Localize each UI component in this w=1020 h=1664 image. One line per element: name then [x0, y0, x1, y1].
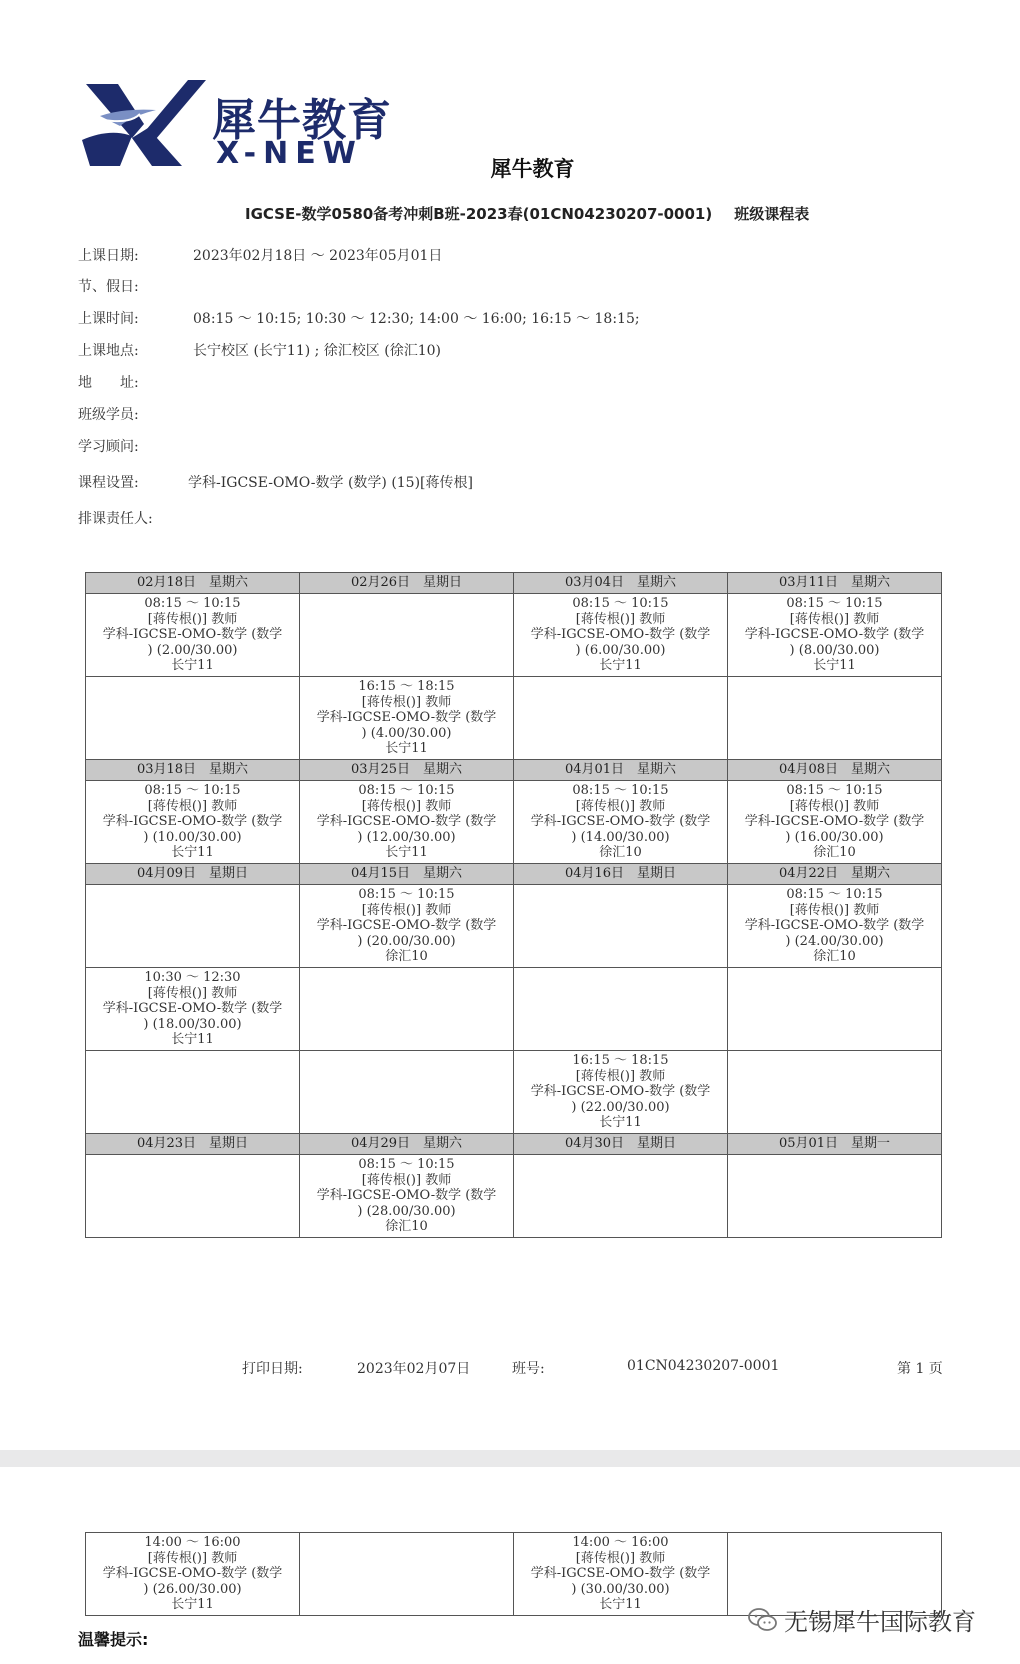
lesson-cell [86, 594, 300, 677]
date-header: 03月04日 星期六 [514, 573, 728, 594]
lesson-time: 10:30 ～ 12:30 [144, 970, 241, 986]
lesson-time: 08:15 ～ 10:15 [144, 596, 241, 612]
lesson-cell [514, 1051, 728, 1134]
lesson-time: 08:15 ～ 10:15 [358, 783, 455, 799]
lesson-progress: ) (24.00/30.00) [785, 933, 884, 949]
lesson-time: 14:00 ～ 16:00 [572, 1535, 669, 1551]
lesson-details [300, 783, 513, 861]
empty-cell [86, 677, 300, 760]
date-header-row [86, 864, 942, 885]
lesson-location: 徐汇10 [813, 949, 856, 965]
lesson-time: 14:00 ～ 16:00 [144, 1535, 241, 1551]
empty-cell [300, 594, 514, 677]
print-date-value: 2023年02月07日 [357, 1361, 471, 1377]
date-header: 04月29日 星期六 [300, 1134, 514, 1155]
lesson-row [86, 677, 942, 760]
lesson-time: 08:15 ～ 10:15 [144, 783, 241, 799]
logo-chinese-text: 犀牛教育 [212, 95, 392, 146]
lesson-course: 学科-IGCSE-OMO-数学 (数学 [744, 627, 925, 643]
lesson-details [514, 783, 727, 861]
lesson-cell [300, 1155, 514, 1238]
lesson-progress: ) (10.00/30.00) [143, 829, 242, 845]
lesson-location: 长宁11 [171, 1597, 214, 1613]
owner-label: 排课责任人: [78, 511, 153, 527]
lesson-progress: ) (28.00/30.00) [357, 1203, 456, 1219]
lesson-course: 学科-IGCSE-OMO-数学 (数学 [744, 814, 925, 830]
place-value: 长宁校区 (长宁11) ; 徐汇校区 (徐汇10) [193, 343, 441, 359]
schedule-table [85, 572, 942, 1238]
date-label: 上课日期: [78, 248, 139, 264]
lesson-time: 08:15 ～ 10:15 [358, 1157, 455, 1173]
lesson-cell [300, 885, 514, 968]
lesson-time: 16:15 ～ 18:15 [358, 679, 455, 695]
watermark [748, 1602, 976, 1637]
lesson-location: 长宁11 [385, 845, 428, 861]
date-header: 02月26日 星期日 [300, 573, 514, 594]
lesson-progress: ) (22.00/30.00) [571, 1099, 670, 1115]
empty-cell [514, 677, 728, 760]
lesson-location: 长宁11 [171, 1032, 214, 1048]
empty-cell [300, 1533, 514, 1616]
lesson-location: 长宁11 [813, 658, 856, 674]
lesson-course: 学科-IGCSE-OMO-数学 (数学 [744, 918, 925, 934]
empty-cell [514, 1155, 728, 1238]
lesson-details [514, 1053, 727, 1131]
lesson-teacher: [蒋传根()] 教师 [361, 1172, 452, 1188]
lesson-details [514, 596, 727, 674]
date-header: 04月01日 星期六 [514, 760, 728, 781]
address-label: 地 址: [78, 375, 139, 391]
lesson-course: 学科-IGCSE-OMO-数学 (数学 [530, 1566, 711, 1582]
date-header: 04月16日 星期日 [514, 864, 728, 885]
lesson-progress: ) (14.00/30.00) [571, 829, 670, 845]
empty-cell [728, 1051, 942, 1134]
lesson-time: 08:15 ～ 10:15 [572, 783, 669, 799]
date-value: 2023年02月18日 ～ 2023年05月01日 [193, 248, 443, 264]
lesson-row [86, 885, 942, 968]
lesson-teacher: [蒋传根()] 教师 [789, 611, 880, 627]
empty-cell [86, 1051, 300, 1134]
lesson-progress: ) (20.00/30.00) [357, 933, 456, 949]
empty-cell [728, 968, 942, 1051]
empty-cell [728, 1155, 942, 1238]
lesson-progress: ) (4.00/30.00) [361, 725, 452, 741]
empty-cell [86, 1155, 300, 1238]
empty-cell [728, 677, 942, 760]
lesson-cell [86, 968, 300, 1051]
lesson-details [728, 887, 941, 965]
lesson-progress: ) (12.00/30.00) [357, 829, 456, 845]
students-label: 班级学员: [78, 407, 139, 423]
date-header: 03月25日 星期六 [300, 760, 514, 781]
lesson-details [728, 596, 941, 674]
lesson-details [300, 679, 513, 757]
lesson-teacher: [蒋传根()] 教师 [147, 798, 238, 814]
lesson-details [728, 783, 941, 861]
lesson-location: 长宁11 [599, 1115, 642, 1131]
lesson-time: 08:15 ～ 10:15 [786, 783, 883, 799]
advisor-label: 学习顾问: [78, 439, 139, 455]
lesson-cell [300, 677, 514, 760]
lesson-location: 长宁11 [599, 658, 642, 674]
lesson-teacher: [蒋传根()] 教师 [361, 902, 452, 918]
time-value: 08:15 ～ 10:15; 10:30 ～ 12:30; 14:00 ～ 16:00; 16:15 ～ 18:15; [193, 311, 640, 327]
lesson-course: 学科-IGCSE-OMO-数学 (数学 [316, 710, 497, 726]
holiday-label: 节、假日: [78, 279, 139, 295]
date-header-row [86, 573, 942, 594]
lesson-row [86, 1051, 942, 1134]
class-name: IGCSE-数学0580备考冲刺B班-2023春(01CN04230207-0001) [245, 205, 713, 223]
date-header-row [86, 760, 942, 781]
wechat-icon [748, 1607, 778, 1633]
lesson-details [300, 1157, 513, 1235]
lesson-location: 徐汇10 [385, 949, 428, 965]
lesson-location: 长宁11 [171, 845, 214, 861]
lesson-location: 徐汇10 [385, 1219, 428, 1235]
lesson-time: 08:15 ～ 10:15 [786, 887, 883, 903]
lesson-location: 长宁11 [599, 1597, 642, 1613]
lesson-location: 长宁11 [385, 741, 428, 757]
lesson-row [86, 1155, 942, 1238]
lesson-course: 学科-IGCSE-OMO-数学 (数学 [102, 1566, 283, 1582]
schedule-table-body [86, 573, 942, 1238]
lesson-course: 学科-IGCSE-OMO-数学 (数学 [102, 1001, 283, 1017]
lesson-location: 徐汇10 [813, 845, 856, 861]
empty-cell [86, 885, 300, 968]
class-number-label: 班号: [512, 1361, 545, 1377]
schedule-title [245, 203, 809, 224]
class-number-value: 01CN04230207-0001 [627, 1358, 780, 1374]
lesson-details [86, 1535, 299, 1613]
lesson-row [86, 781, 942, 864]
lesson-details [86, 970, 299, 1048]
date-header-row [86, 1134, 942, 1155]
lesson-row [86, 968, 942, 1051]
lesson-cell [728, 594, 942, 677]
lesson-teacher: [蒋传根()] 教师 [789, 798, 880, 814]
date-header: 04月15日 星期六 [300, 864, 514, 885]
lesson-location: 长宁11 [171, 658, 214, 674]
lesson-details [86, 783, 299, 861]
lesson-location: 徐汇10 [599, 845, 642, 861]
date-header: 02月18日 星期六 [86, 573, 300, 594]
lesson-progress: ) (2.00/30.00) [147, 642, 238, 658]
lesson-cell [86, 781, 300, 864]
lesson-time: 16:15 ～ 18:15 [572, 1053, 669, 1069]
lesson-progress: ) (16.00/30.00) [785, 829, 884, 845]
date-header: 05月01日 星期一 [728, 1134, 942, 1155]
tips-label: 温馨提示: [78, 1630, 149, 1649]
lesson-teacher: [蒋传根()] 教师 [575, 1068, 666, 1084]
place-label: 上课地点: [78, 343, 139, 359]
lesson-course: 学科-IGCSE-OMO-数学 (数学 [316, 1188, 497, 1204]
organization-name: 犀牛教育 [490, 157, 575, 181]
date-header: 04月08日 星期六 [728, 760, 942, 781]
document-type: 班级课程表 [734, 205, 810, 223]
lesson-time: 08:15 ～ 10:15 [786, 596, 883, 612]
print-date-label: 打印日期: [242, 1361, 303, 1377]
date-header: 04月30日 星期日 [514, 1134, 728, 1155]
date-header: 04月22日 星期六 [728, 864, 942, 885]
lesson-cell [728, 781, 942, 864]
course-label: 课程设置: [78, 475, 139, 491]
lesson-teacher: [蒋传根()] 教师 [789, 902, 880, 918]
watermark-text: 无锡犀牛国际教育 [784, 1608, 976, 1636]
empty-cell [300, 1051, 514, 1134]
course-value: 学科-IGCSE-OMO-数学 (数学) (15)[蒋传根] [188, 475, 473, 491]
lesson-cell [514, 1533, 728, 1616]
lesson-cell [728, 885, 942, 968]
lesson-course: 学科-IGCSE-OMO-数学 (数学 [102, 627, 283, 643]
lesson-details [514, 1535, 727, 1613]
page-number: 第 1 页 [897, 1361, 943, 1377]
lesson-course: 学科-IGCSE-OMO-数学 (数学 [102, 814, 283, 830]
lesson-teacher: [蒋传根()] 教师 [575, 611, 666, 627]
lesson-course: 学科-IGCSE-OMO-数学 (数学 [316, 814, 497, 830]
date-header: 03月11日 星期六 [728, 573, 942, 594]
lesson-progress: ) (26.00/30.00) [143, 1581, 242, 1597]
lesson-course: 学科-IGCSE-OMO-数学 (数学 [316, 918, 497, 934]
lesson-cell [86, 1533, 300, 1616]
logo-english-text: X-NEW [216, 136, 363, 171]
lesson-teacher: [蒋传根()] 教师 [361, 798, 452, 814]
lesson-time: 08:15 ～ 10:15 [572, 596, 669, 612]
lesson-teacher: [蒋传根()] 教师 [147, 985, 238, 1001]
date-header: 03月18日 星期六 [86, 760, 300, 781]
lesson-teacher: [蒋传根()] 教师 [575, 798, 666, 814]
lesson-details [86, 596, 299, 674]
lesson-course: 学科-IGCSE-OMO-数学 (数学 [530, 1084, 711, 1100]
lesson-time: 08:15 ～ 10:15 [358, 887, 455, 903]
lesson-cell [514, 594, 728, 677]
empty-cell [514, 885, 728, 968]
time-label: 上课时间: [78, 311, 139, 327]
lesson-details [300, 887, 513, 965]
lesson-teacher: [蒋传根()] 教师 [147, 611, 238, 627]
lesson-row [86, 594, 942, 677]
lesson-teacher: [蒋传根()] 教师 [361, 694, 452, 710]
empty-cell [514, 968, 728, 1051]
date-header: 04月09日 星期日 [86, 864, 300, 885]
lesson-progress: ) (6.00/30.00) [575, 642, 666, 658]
lesson-progress: ) (8.00/30.00) [789, 642, 880, 658]
lesson-progress: ) (30.00/30.00) [571, 1581, 670, 1597]
lesson-progress: ) (18.00/30.00) [143, 1016, 242, 1032]
lesson-course: 学科-IGCSE-OMO-数学 (数学 [530, 627, 711, 643]
date-header: 04月23日 星期日 [86, 1134, 300, 1155]
lesson-course: 学科-IGCSE-OMO-数学 (数学 [530, 814, 711, 830]
lesson-teacher: [蒋传根()] 教师 [575, 1550, 666, 1566]
lesson-teacher: [蒋传根()] 教师 [147, 1550, 238, 1566]
empty-cell [300, 968, 514, 1051]
lesson-cell [300, 781, 514, 864]
lesson-cell [514, 781, 728, 864]
